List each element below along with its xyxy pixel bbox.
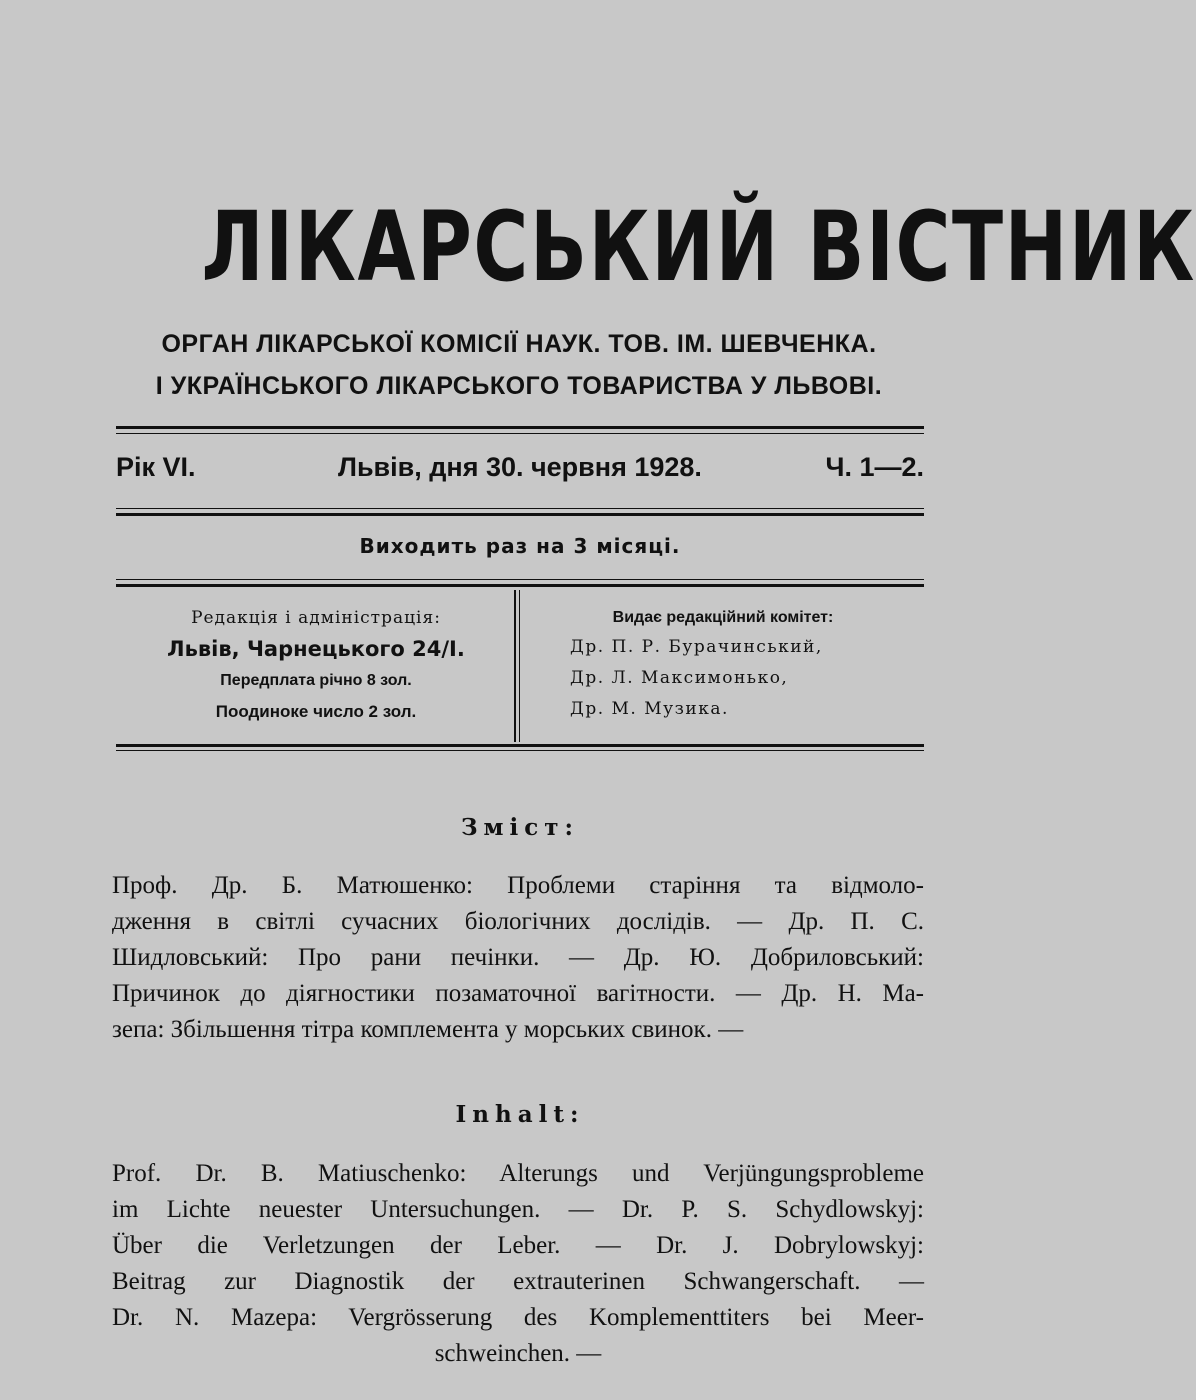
editor-name: Др. П. Р. Бурачинський, (570, 637, 823, 657)
contents-line: зепа: Збільшення тітра комплемента у морських свинок. — (112, 1016, 744, 1043)
contents-line: Шидловський: Про рани печінки. — Др. Ю. Добриловський: (112, 944, 924, 971)
journal-subtitle-line-2: І УКРАЇНСЬКОГО ЛІКАРСЬКОГО ТОВАРИСТВА У ЛЬВОВІ. (155, 372, 883, 400)
contents-line: Dr. N. Mazepa: Vergrösserung des Komplementtiters bei Meer- (112, 1304, 924, 1331)
editorial-committee-label: Видає редакційний комітет: (612, 609, 834, 626)
contents-line: im Lichte neuester Untersuchungen. — Dr. P. S. Schydlowskyj: (112, 1196, 924, 1223)
contents-heading-ukrainian: Зміст: (460, 814, 580, 841)
contents-line: Проф. Др. Б. Матюшенко: Проблеми старіння та відмоло- (112, 872, 924, 899)
contents-line: Über die Verletzungen der Leber. — Dr. J. Dobrylowskyj: (112, 1232, 924, 1259)
column-divider-thin (519, 590, 520, 742)
subscription-price: Передплата річно 8 зол. (220, 672, 412, 689)
top-rule (116, 426, 924, 429)
issue-rule-thick (116, 513, 924, 516)
issue-rule-thin (116, 508, 924, 509)
contents-line: Prof. Dr. B. Matiuschenko: Alterungs und Verjüngungsprobleme (112, 1160, 924, 1187)
administration-label: Редакція і адміністрація: (191, 608, 441, 628)
journal-subtitle-line-1: ОРГАН ЛІКАРСЬКОЇ КОМІСІЇ НАУК. ТОВ. ІМ. ШЕВЧЕНКА. (161, 330, 877, 358)
journal-title: ЛІКАРСЬКИЙ ВІСТНИК (201, 191, 1196, 303)
contents-line: Beitrag zur Diagnostik der extrauterinen Schwangerschaft. — (112, 1268, 924, 1295)
administration-address: Львів, Чарнецького 24/І. (167, 637, 465, 661)
contents-line: Причинок до діягностики позаматочної вагітности. — Др. Н. Ма- (112, 980, 924, 1007)
contents-line: дження в світлі сучасних біологічних дослідів. — Др. П. С. (112, 908, 924, 935)
issue-info-line (116, 452, 924, 488)
single-issue-price: Поодиноке число 2 зол. (215, 702, 417, 721)
editorial-committee-block (522, 604, 924, 725)
contents-heading-german: Inhalt: (455, 1101, 585, 1128)
contents-line: schweinchen. — (434, 1340, 602, 1367)
info-box-bottom-rule (116, 744, 924, 747)
contents-list-ukrainian (112, 868, 924, 1048)
info-box-bottom-rule-thin (116, 750, 924, 751)
contents-list-german (112, 1156, 924, 1372)
administration-block (116, 604, 516, 728)
top-rule-thin (116, 433, 924, 434)
issue-number: Ч. 1—2. (825, 452, 924, 482)
info-box-top-rule (116, 584, 924, 587)
info-box-top-rule-thin (116, 579, 924, 580)
column-divider (514, 590, 516, 742)
issue-place-date: Львів, дня 30. червня 1928. (338, 452, 702, 482)
issue-year: Рік VI. (116, 452, 196, 482)
editor-name: Др. М. Музика. (570, 699, 729, 719)
editor-name: Др. Л. Максимонько, (570, 668, 789, 688)
publication-frequency: Виходить раз на 3 місяці. (359, 534, 681, 558)
